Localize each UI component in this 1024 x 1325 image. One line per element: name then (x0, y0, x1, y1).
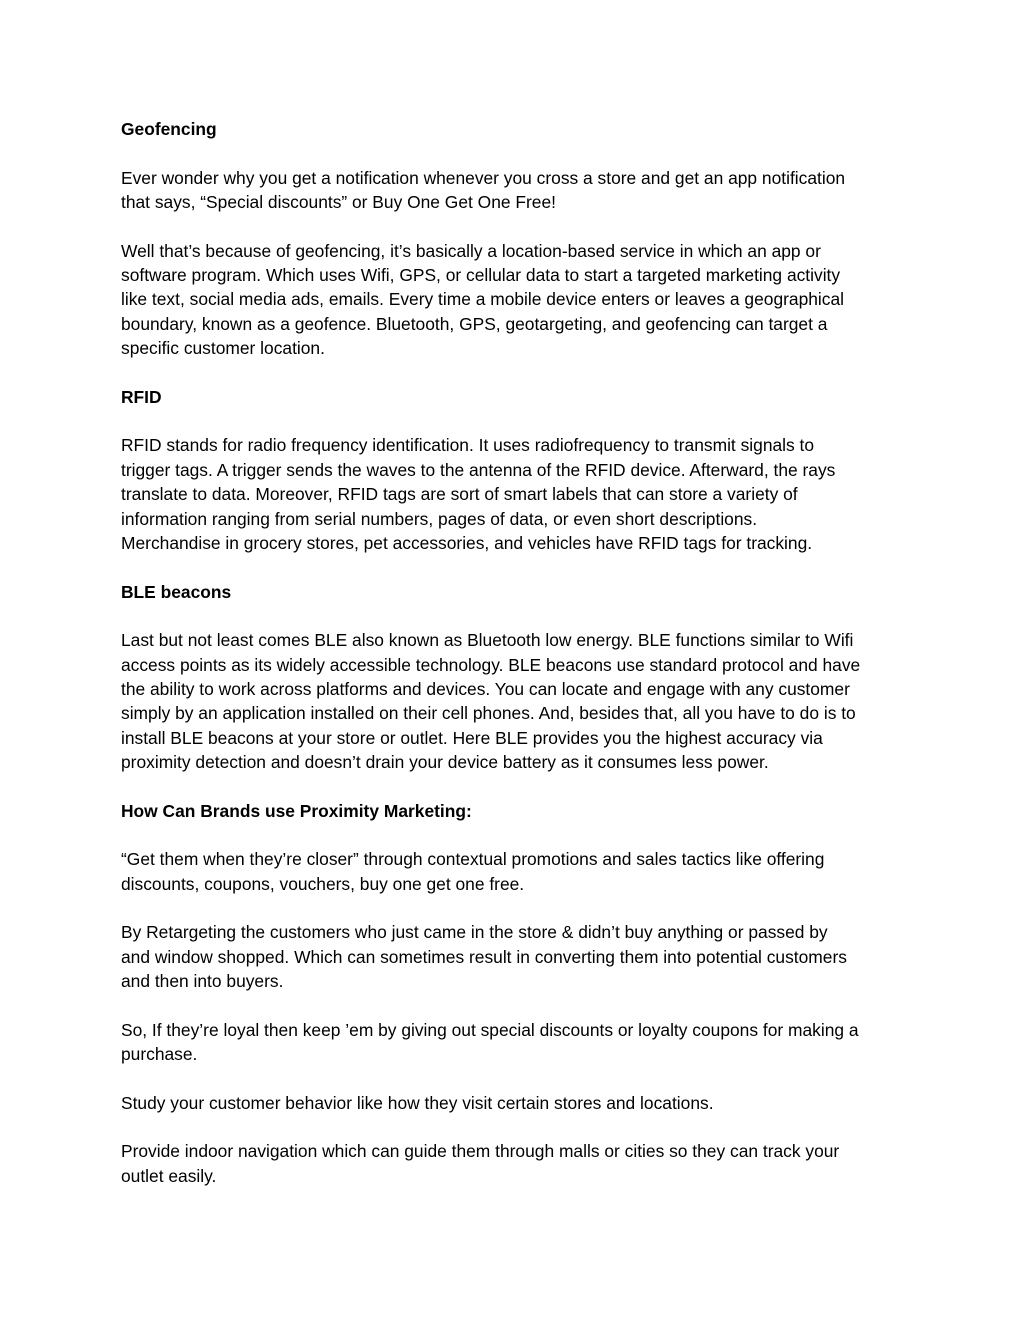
paragraph-rfid: RFID stands for radio frequency identification. It uses radiofrequency to transmit signals to trigger tags. A trigger sends the waves to the antenna of the RFID device. Afterward, the rays translate to data. Moreover, RFID tags are sort of smart labels that can store a variety of information ranging from serial numbers, pages of data, or even short descriptions. Merchandise in grocery stores, pet accessories, and vehicles have RFID tags for tracking. (121, 435, 836, 553)
paragraph-indoor-navigation: Provide indoor navigation which can guide them through malls or cities so they can track your outlet easily. (121, 1141, 840, 1186)
paragraph-retargeting: By Retargeting the customers who just came in the store & didn’t buy anything or passed by and window shopped. Which can sometimes result in converting them into potential customers and then into buyers. (121, 922, 847, 992)
heading-how-brands-use: How Can Brands use Proximity Marketing: (121, 800, 472, 821)
paragraph-get-them-closer: “Get them when they’re closer” through contextual promotions and sales tactics like offering discounts, coupons, vouchers, buy one get one free. (121, 849, 825, 894)
paragraph-study-behavior: Study your customer behavior like how they visit certain stores and locations. (121, 1092, 714, 1113)
heading-ble-beacons: BLE beacons (121, 581, 232, 602)
paragraph-ble-beacons: Last but not least comes BLE also known as Bluetooth low energy. BLE functions similar to Wifi access points as its widely accessible technology. BLE beacons use standard protocol and have the ability to work across platforms and devices. You can locate and engage with any customer simply by an application installed on their cell phones. And, besides that, all you have to do is to install BLE beacons at your store or outlet. Here BLE provides you the highest accuracy via proximity detection and doesn’t drain your device battery as it consumes less power. (121, 630, 861, 772)
document-body (121, 117, 906, 1212)
paragraph-geofencing-intro: Ever wonder why you get a notification whenever you cross a store and get an app notification that says, “Special discounts” or Buy One Get One Free! (121, 167, 846, 213)
paragraph-loyalty: So, If they’re loyal then keep ’em by giving out special discounts or loyalty coupons for making a purchase. (121, 1019, 859, 1065)
heading-geofencing: Geofencing (121, 119, 217, 139)
heading-rfid: RFID (121, 386, 162, 407)
paragraph-geofencing-explained: Well that’s because of geofencing, it’s basically a location-based service in which an app or software program. Which uses Wifi, GPS, or cellular data to start a targeted marketing activity like text, social media ads, emails. Every time a mobile device enters or leaves a geographical boundary, known as a geofence. Bluetooth, GPS, geotargeting, and geofencing can target a specific customer location. (121, 240, 845, 359)
